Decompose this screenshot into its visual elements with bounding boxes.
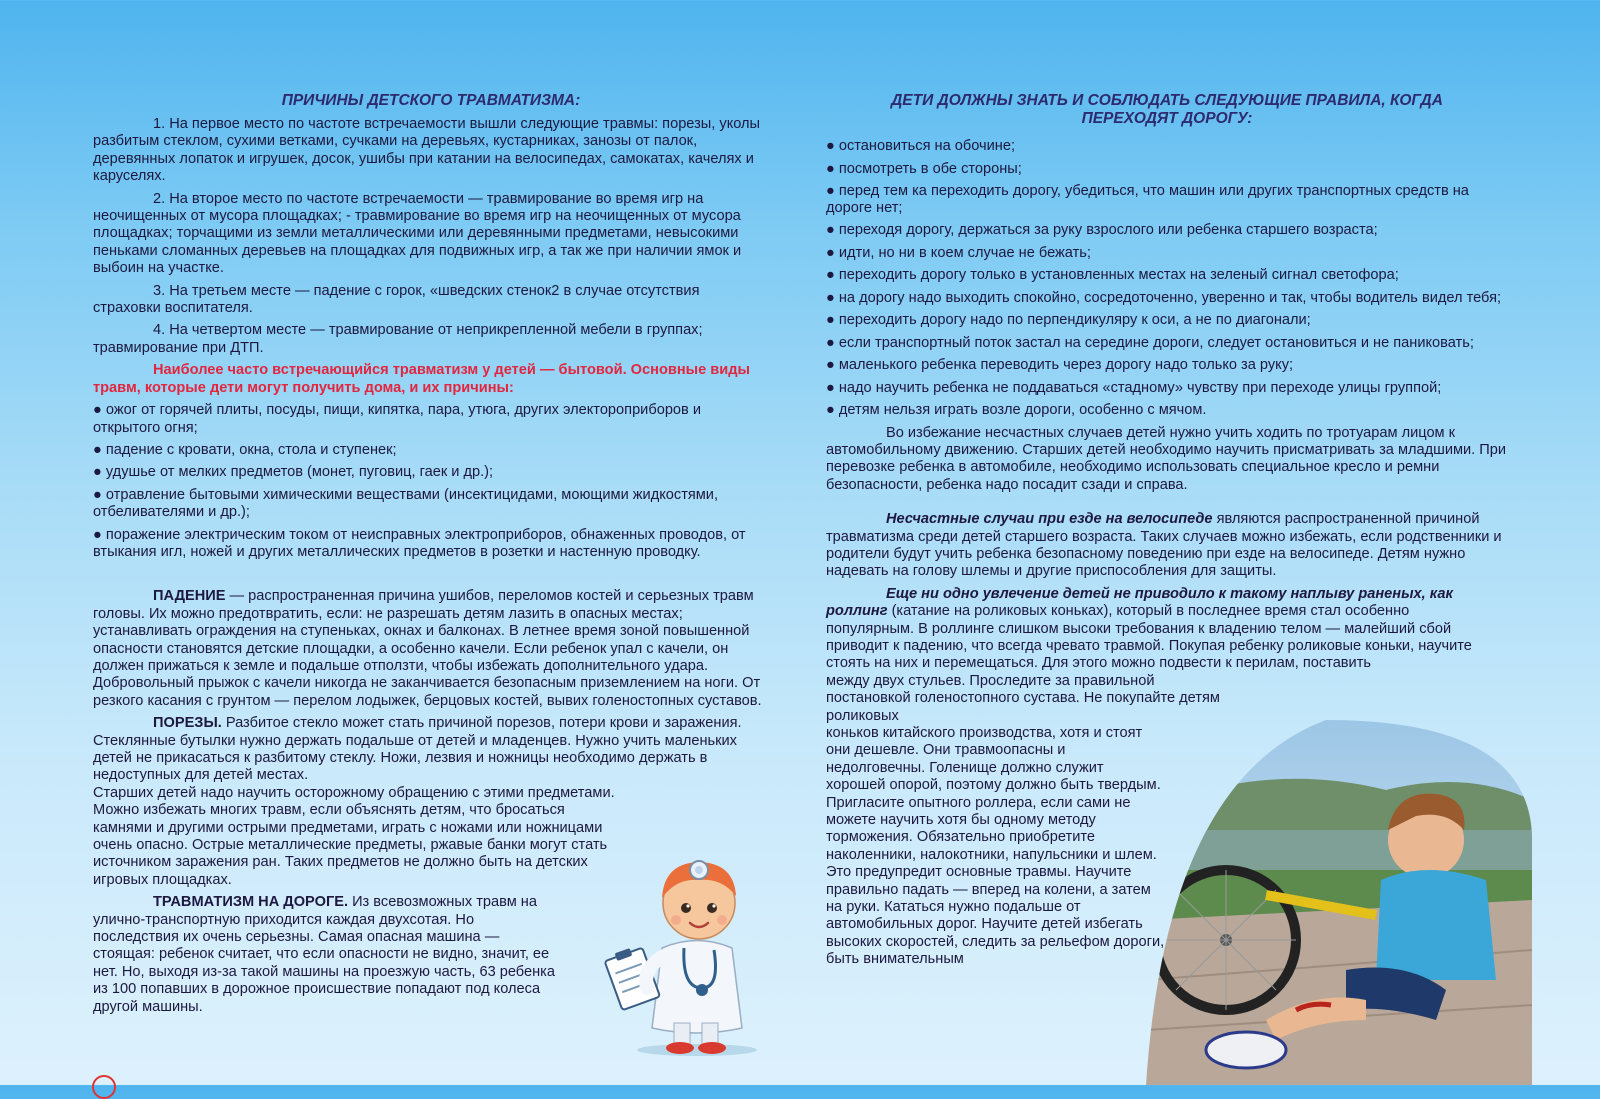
road-rule-bullet: ● на дорогу надо выходить спокойно, сосредоточенно, уверенно и так, чтобы водитель видел тебя; (826, 289, 1502, 306)
household-bullet: ● удушье от мелких предметов (монет, пуговиц, гаек и др.); (93, 464, 494, 481)
road-rule-bullet: ● перед тем ка переходить дорогу, убедиться, что машин или других транспортных средств на дороге нет; (826, 183, 1469, 216)
cuts-heading: ПОРЕЗЫ. (153, 715, 222, 732)
road-rule-bullet: ● если транспортный поток застал на середине дороги, следует остановиться и не паниковать; (826, 334, 1474, 351)
cuts-text: Разбитое стекло может стать причиной порезов, потери крови и заражения. Стеклянные бутылки нужно держать подальше от детей и младенцев. Нужно учить маленьких детей не прикасаться к разбитому стеклу. Ножи, лезвия и ножницы необходимо держать в недоступных для детей местах. (93, 715, 742, 784)
rolling-paragraph (826, 586, 1496, 673)
right-title: ДЕТИ ДОЛЖНЫ ЗНАТЬ И СОБЛЮДАТЬ СЛЕДУЮЩИЕ ПРАВИЛА, КОГДА ПЕРЕХОДЯТ ДОРОГУ: (891, 92, 1443, 127)
cause-paragraph-1: 1. На первое место по частоте встречаемости вышли следующие травмы: порезы, уколы разбитым стеклом, сухими ветками, сучками на деревьях, кустарниках, занозы от палок, деревянных лопаток и игрушек, досок, ушибы при катании на велосипедах, самокатах, качелях и каруселях. (93, 116, 761, 185)
cause-paragraph-4: 4. На четвертом месте — травмирование от неприкрепленной мебели в группах; травмирование при ДТП. (93, 322, 703, 356)
household-bullet: ● ожог от горячей плиты, посуды, пищи, кипятка, пара, утюга, других электороприборов и открытого огня; (93, 402, 702, 436)
doctor-illustration (602, 838, 792, 1058)
cause-paragraph-3: 3. На третьем месте — падение с горок, «шведских стенок2 в случае отсутствия страховки воспитателя. (93, 282, 700, 317)
cuts-paragraph (93, 715, 769, 785)
page-corner-mark (92, 1075, 116, 1099)
household-injury-intro: Наиболее часто встречающийся травматизм у детей — бытовой. Основные виды травм, которые дети могут получить дома, и их причины: (93, 362, 750, 396)
bicycle-text: являются распространенной причиной травматизма среди детей старшего возраста. Таких случаев можно избежать, если родственники и родители будут учить ребенка безопасному поведению при езде на велосипеде. Детям нужно надевать на голову шлемы и другие приспособления для защиты. (826, 511, 1502, 580)
road-rule-bullet: ● посмотреть в обе стороны; (826, 160, 1022, 177)
injured-child-photo (1146, 720, 1532, 1085)
household-bullet: ● поражение электрическим током от неисправных электроприборов, обнаженных проводов, от втыкания игл, ножей и других металлических предметов в розетки и настенную проводку. (93, 526, 746, 560)
road-rule-bullet: ● остановиться на обочине; (826, 138, 1016, 154)
rolling-paragraph-continued: между двух стульев. Проследите за правильной постановкой голеностопного сустава. Не покупайте детям роликовых (826, 672, 1220, 724)
road-paragraph (93, 894, 563, 1016)
left-title: ПРИЧИНЫ ДЕТСКОГО ТРАВМАТИЗМА: (281, 92, 581, 109)
household-bullet: ● падение с кровати, окна, стола и ступенек; (93, 441, 397, 458)
household-bullet: ● отравление бытовыми химическими веществами (инсектицидами, моющими жидкостями, отбеливателями и др.); (93, 486, 719, 521)
road-rule-bullet: ● переходя дорогу, держаться за руку взрослого или ребенка старшего возраста; (826, 222, 1378, 238)
cuts-paragraph-continued: Старших детей надо научить осторожному обращению с этими предметами. Можно избежать многих травм, если объяснять детям, что бросаться камнями и другими острыми предметами, играть с ножами или ножницами очень опасно. Острые металлические предметы, ржавые банки могут стать источником заражения ран. Таких предметов не должно быть на детских игровых площадках. (93, 784, 615, 888)
road-text: Из всевозможных травм на улично-транспортную приходится каждая двухсотая. Но последствия их очень серьезны. Самая опасная машина — стоящая: ребенок считает, что если опасности не видно, значит, ее нет. Но, выходя из-за такой машины на проезжую часть, 63 ребенка из 100 попавших в дорожное происшествие попадают под колеса другой машины. (93, 894, 555, 1015)
bicycle-lead: Несчастные случаи при езде на велосипеде (886, 511, 1213, 528)
avoid-accidents-paragraph: Во избежание несчастных случаев детей нужно учить ходить по тротуарам лицом к автомобильному движению. Старших детей необходимо научить присматривать за младшими. При перевозке ребенка в автомобиле, необходимо использовать специальное кресло и ремни безопасности, ребенка надо посадит сзади и справа. (826, 424, 1507, 493)
road-rule-bullet: ● маленького ребенка переводить через дорогу надо только за руку; (826, 357, 1294, 373)
fall-paragraph (93, 588, 769, 710)
cause-paragraph-2: 2. На второе место по частоте встречаемости — травмирование во время игр на неочищенных от мусора площадках; - травмирование во время игр на неочищенных от мусора площадках; торчащими из земли металлическими или деревянными предметами, невысокими пеньками сломанных деревьев на площадках для подвижных игр, а так же при наличии ямок и выбоин на участке. (93, 190, 742, 277)
road-heading: ТРАВМАТИЗМ НА ДОРОГЕ. (153, 894, 349, 911)
road-rule-bullet: ● надо научить ребенка не поддаваться «стадному» чувству при переходе улицы группой; (826, 379, 1442, 396)
fall-heading: ПАДЕНИЕ (153, 588, 226, 605)
road-rule-bullet: ● идти, но ни в коем случае не бежать; (826, 244, 1091, 261)
road-rule-bullet: ● детям нельзя играть возле дороги, особенно с мячом. (826, 402, 1207, 418)
rolling-paragraph-end: коньков китайского производства, хотя и стоят они дешевле. Они травмоопасны и недолговечны. Голенище должно служит хорошей опорой, поэтому должно быть твердым. Пригласите опытного роллера, если сами не можете научить хотя бы одному методу торможения. Обязательно приобретите наколенники, налокотники, напульсники и шлем. Это предупредит основные травмы. Научите правильно падать — вперед на колени, а затем на руки. Кататься нужно подальше от автомобильных дорог. Научите детей избегать высоких скоростей, следить за рельефом дороги, быть внимательным (826, 725, 1165, 968)
fall-text: — распространенная причина ушибов, переломов костей и серьезных травм головы. Их можно предотвратить, если: не разрешать детям лазить в опасных местах; устанавливать ограждения на ступеньках, окнах и балконах. В летнее время зоной повышенной опасности становятся детские площадки, а особенно качели. Если ребенок упал с качели, он должен прижаться к земле и подальше отползти, чтобы избежать дополнительного удара. Добровольный прыжок с качели никогда не заканчивается безопасным приземлением на ноги. От резкого касания с грунтом — перелом лодыжек, берцовых костей, вывих голеностопных суставов. (93, 588, 762, 709)
bicycle-paragraph (826, 511, 1508, 581)
road-rule-bullet: ● переходить дорогу надо по перпендикуляру к оси, а не по диагонали; (826, 312, 1311, 328)
rolling-text: (катание на роликовых коньках), который в последнее время стал особенно популярным. В роллинге слишком высоки требования к владению телом — малейший сбой приводит к падению, что всегда чревато травмой. Покупая ребенку роликовые коньки, научите стоять на них и перемещаться. Для этого можно подвести к перилам, поставить (826, 603, 1472, 672)
road-rule-bullet: ● переходить дорогу только в установленных местах на зеленый сигнал светофора; (826, 267, 1399, 283)
rolling-lead: Еще ни одно увлечение детей не приводило к такому наплыву раненых, как роллинг (826, 585, 1453, 620)
